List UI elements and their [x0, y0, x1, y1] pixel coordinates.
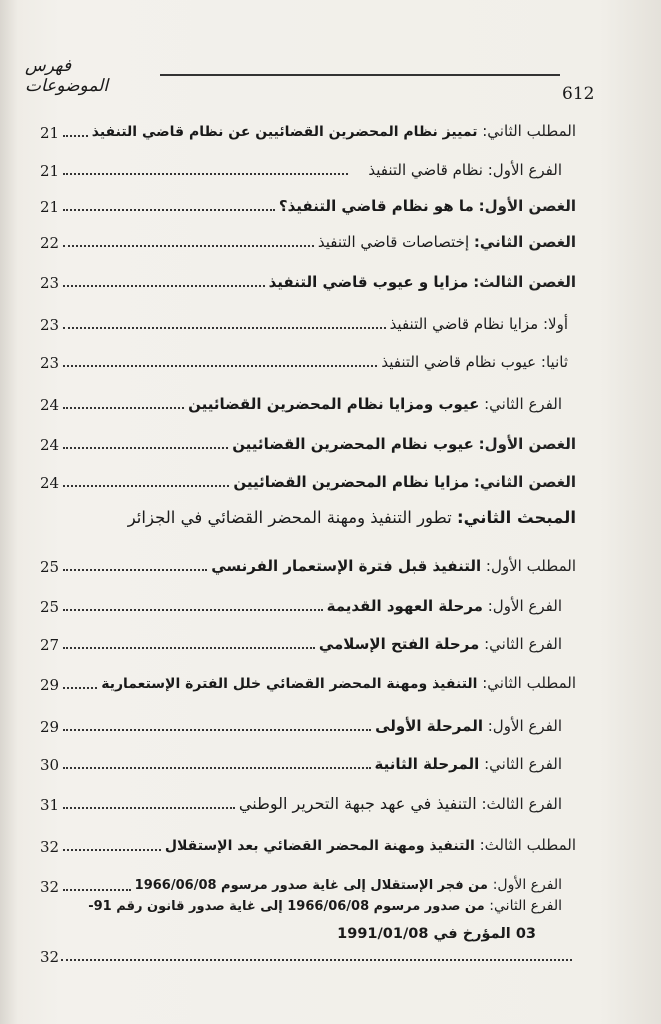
toc-entry	[40, 222, 576, 252]
toc-entry	[40, 624, 576, 654]
section-heading	[80, 508, 576, 527]
toc-title: مرحلة العهود القديمة	[326, 597, 483, 615]
toc-title: مزايا نظام قاضي التنفيذ	[389, 315, 539, 333]
leader-dots	[63, 446, 228, 449]
toc-page-number: 32	[40, 878, 60, 896]
leader-dots	[63, 806, 235, 809]
toc-title-line1: من صدور مرسوم 1966/06/08 إلى غاية صدور قانون رقم 91-	[88, 899, 485, 914]
leader-dots	[63, 766, 370, 769]
toc-page-number: 24	[40, 436, 60, 454]
toc-label: الفرع الأول:	[492, 877, 562, 893]
toc-page-number: 29	[40, 718, 60, 736]
leader-dots	[63, 326, 385, 329]
leader-dots	[63, 208, 275, 211]
toc-title: المرحلة الثانية	[374, 755, 480, 773]
toc-page-number: 32	[40, 838, 60, 856]
toc-page-number: 23	[40, 316, 60, 334]
leader-dots	[63, 848, 161, 851]
toc-title: تمييز نظام المحضرين القضائيين عن نظام قاضي التنفيذ	[91, 124, 478, 140]
leader-dots	[63, 284, 265, 287]
leader-dots	[63, 686, 97, 689]
toc-entry	[40, 546, 576, 576]
toc-entry	[40, 304, 576, 334]
toc-title: مزايا نظام المحضرين القضائيين	[233, 473, 470, 491]
toc-page-number: 22	[40, 234, 60, 252]
toc-label: الفرع الأول:	[487, 597, 562, 615]
toc-label: الفرع الأول:	[487, 717, 562, 735]
toc-label: الغصن الأول:	[478, 197, 576, 215]
toc-entry	[40, 462, 576, 492]
toc-label: الغصن الثاني:	[473, 233, 576, 251]
toc-title: إختصاصات قاضي التنفيذ	[317, 233, 470, 251]
toc-label: الفرع الثاني:	[484, 395, 562, 413]
toc-title: التنفيذ ومهنة المحضر القضائي بعد الإستقلال	[164, 838, 475, 854]
toc-title: مزايا و عيوب قاضي التنفيذ	[268, 273, 469, 291]
header-rule	[160, 74, 560, 76]
toc-entry	[40, 586, 576, 616]
toc-entry	[40, 262, 576, 292]
page-header-title: فهرس الموضوعات	[25, 56, 109, 96]
toc-entry	[40, 384, 576, 414]
toc-title: نظام قاضي التنفيذ	[368, 161, 483, 179]
toc-entry-multiline	[40, 898, 576, 978]
toc-title: عيوب نظام المحضرين القضائيين	[232, 435, 474, 453]
toc-entry	[40, 424, 576, 454]
toc-entry	[40, 112, 576, 142]
toc-page-number: 23	[40, 354, 60, 372]
toc-page-number: 30	[40, 756, 60, 774]
toc-page-number: 25	[40, 558, 60, 576]
page-number: 612	[562, 84, 595, 104]
toc-page-number: 24	[40, 474, 60, 492]
leader-dots	[63, 172, 348, 175]
leader-dots	[63, 406, 184, 409]
toc-label: المطلب الثاني:	[482, 674, 576, 692]
toc-entry	[40, 664, 576, 694]
toc-label: المطلب الثالث:	[479, 836, 576, 854]
leader-dots	[63, 568, 207, 571]
toc-page-number: 21	[40, 162, 60, 180]
toc-label: الفرع الثالث:	[481, 795, 562, 813]
toc-entry	[40, 186, 576, 216]
section-label: المبحث الثاني:	[456, 508, 576, 527]
toc-label: المطلب الأول:	[485, 557, 576, 575]
toc-title: من فجر الإستقلال إلى غاية صدور مرسوم 1966/06/08	[134, 878, 488, 893]
leader-dots	[63, 484, 229, 487]
toc-label: الغصن الثالث:	[473, 273, 576, 291]
leader-dots	[63, 646, 315, 649]
toc-entry	[40, 784, 576, 814]
toc-label: الغصن الأول:	[478, 435, 576, 453]
toc-label: ثانيا:	[540, 353, 568, 371]
toc-page-number: 31	[40, 796, 60, 814]
toc-title: المرحلة الأولى	[375, 717, 483, 735]
toc-title: عيوب نظام قاضي التنفيذ	[381, 353, 537, 371]
toc-page-number: 27	[40, 636, 60, 654]
toc-label: الفرع الأول:	[487, 161, 562, 179]
toc-page-number: 24	[40, 396, 60, 414]
toc-label: أولا:	[542, 315, 568, 333]
toc-label: الغصن الثاني:	[473, 473, 576, 491]
leader-dots	[63, 728, 371, 731]
toc-title: عيوب ومزايا نظام المحضرين القضائيين	[188, 395, 480, 413]
toc-title: ما هو نظام قاضي التنفيذ؟	[278, 197, 474, 215]
toc-page-number: 29	[40, 676, 60, 694]
section-title: تطور التنفيذ ومهنة المحضر القضائي في الجزائر	[127, 508, 452, 527]
toc-title-line2: 03 المؤرخ في 1991/01/08	[337, 926, 536, 942]
toc-entry	[40, 706, 576, 736]
toc-page-number: 32	[40, 948, 60, 966]
toc-page-number: 21	[40, 198, 60, 216]
toc-entry	[40, 866, 576, 896]
toc-label: الفرع الثاني:	[484, 755, 562, 773]
leader-dots	[63, 888, 131, 891]
leader-dots	[63, 244, 314, 247]
toc-title: التنفيذ ومهنة المحضر القضائي خلل الفترة الإستعمارية	[101, 676, 478, 692]
toc-entry	[40, 150, 576, 180]
toc-page-number: 21	[40, 124, 60, 142]
toc-title: مرحلة الفتح الإسلامي	[318, 635, 480, 653]
toc-title: التنفيذ قبل فترة الإستعمار الفرنسي	[211, 557, 482, 575]
toc-entry	[40, 744, 576, 774]
toc-entry	[40, 342, 576, 372]
leader-dots	[63, 134, 88, 137]
toc-label: الفرع الثاني:	[484, 635, 562, 653]
toc-page-number: 23	[40, 274, 60, 292]
toc-page-number: 25	[40, 598, 60, 616]
leader-dots	[63, 364, 377, 367]
toc-label: المطلب الثاني:	[482, 122, 576, 140]
leader-dots	[63, 608, 323, 611]
toc-label: الفرع الثاني:	[489, 898, 562, 914]
leader-dots	[61, 959, 572, 961]
toc-entry	[40, 826, 576, 856]
toc-title: التنفيذ في عهد جبهة التحرير الوطني	[238, 794, 477, 813]
